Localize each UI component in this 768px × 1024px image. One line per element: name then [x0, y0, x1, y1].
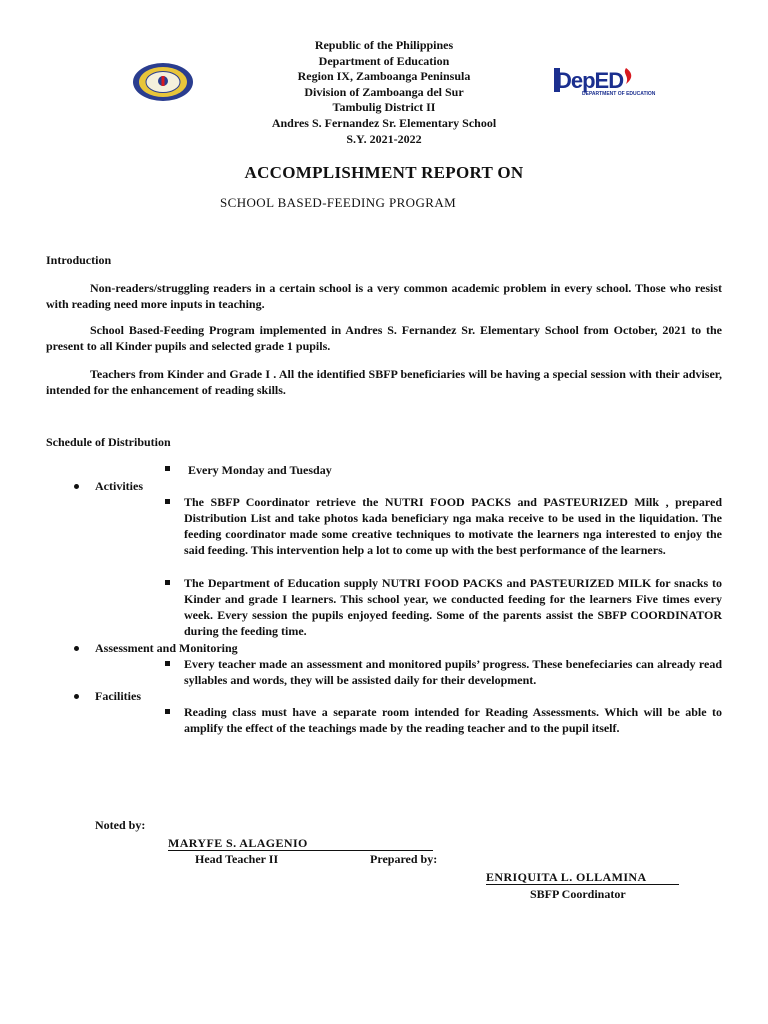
round-bullet-icon: [74, 694, 79, 699]
prepared-by-title: SBFP Coordinator: [530, 887, 626, 901]
deped-logo-subtext: DEPARTMENT OF EDUCATION: [582, 91, 656, 97]
report-title: ACCOMPLISHMENT REPORT ON: [244, 163, 524, 182]
round-bullet-icon: [74, 484, 79, 489]
header-line-division: Division of Zamboanga del Sur: [304, 84, 464, 99]
square-bullet-icon: [165, 709, 170, 714]
schedule-heading: Schedule of Distribution: [46, 435, 171, 449]
intro-paragraph-3: Teachers from Kinder and Grade I . All the identified SBFP beneficiaries will be having a special session with their adviser, intended for the enhancement of reading skills.: [46, 367, 722, 397]
header-line-republic: Republic of the Philippines: [314, 38, 454, 52]
header-line-region: Region IX, Zamboanga Peninsula: [297, 69, 471, 84]
assessment-heading: Assessment and Monitoring: [95, 641, 238, 655]
report-subtitle: SCHOOL BASED-FEEDING PROGRAM: [220, 195, 457, 210]
noted-by-name: MARYFE S. ALAGENIO: [168, 836, 308, 850]
header-line-department: Department of Education: [318, 53, 450, 68]
round-bullet-icon: [74, 646, 79, 651]
square-bullet-icon: [165, 661, 170, 666]
facilities-heading: Facilities: [95, 689, 141, 703]
header-line-school-year: S.Y. 2021-2022: [346, 131, 422, 146]
intro-paragraph-1: Non-readers/struggling readers in a certain school is a very common academic problem in every school. Those who resist with reading need more inputs in teaching.: [46, 281, 722, 311]
square-bullet-icon: [165, 466, 170, 471]
noted-by-label: Noted by:: [95, 818, 146, 832]
facilities-item-1: Reading class must have a separate room intended for Reading Assessments. Which will be able to amplify the effect of the teachings made by the reading teacher and to the pupil itself.: [184, 705, 722, 735]
signature-line: [486, 884, 679, 885]
signature-line: [168, 850, 433, 851]
prepared-by-name: ENRIQUITA L. OLLAMINA: [486, 870, 647, 884]
prepared-by-label: Prepared by:: [370, 852, 438, 866]
noted-by-title: Head Teacher II: [195, 852, 279, 866]
schedule-item: Every Monday and Tuesday: [188, 463, 332, 477]
assessment-item-1: Every teacher made an assessment and monitored pupils’ progress. These benefeciaries can already read syllables and words, they will be assisted daily for their development.: [184, 657, 722, 687]
introduction-heading: Introduction: [46, 253, 112, 267]
header-line-district: Tambulig District II: [332, 100, 436, 115]
activities-item-1: The SBFP Coordinator retrieve the NUTRI FOOD PACKS and PASTEURIZED Milk , prepared Distribution List and take photos kada beneficiary nga maka receive to be used in the liquidation. The feeding coordinator made some creative techniques to motivate the learners nga interested to enjoy the said feeding. This intervention help a lot to come up with the best performance of the learners.: [184, 495, 722, 557]
square-bullet-icon: [165, 499, 170, 504]
square-bullet-icon: [165, 580, 170, 585]
activities-item-2: The Department of Education supply NUTRI FOOD PACKS and PASTEURIZED MILK for snacks to Kinder and grade I learners. This school year, we conducted feeding for the learners Five times every week. Every session the pupils enjoyed feeding. Some of the parents assist the SBFP COORDINATOR during the feeding time.: [184, 576, 722, 638]
deped-logo-icon: [552, 64, 664, 98]
activities-heading: Activities: [95, 479, 143, 493]
intro-paragraph-2: School Based-Feeding Program implemented in Andres S. Fernandez Sr. Elementary School from October, 2021 to the present to all Kinder pupils and selected grade 1 pupils.: [46, 323, 722, 353]
svg-text:DepED: DepED: [556, 68, 624, 93]
header-line-school: Andres S. Fernandez Sr. Elementary School: [271, 115, 497, 130]
